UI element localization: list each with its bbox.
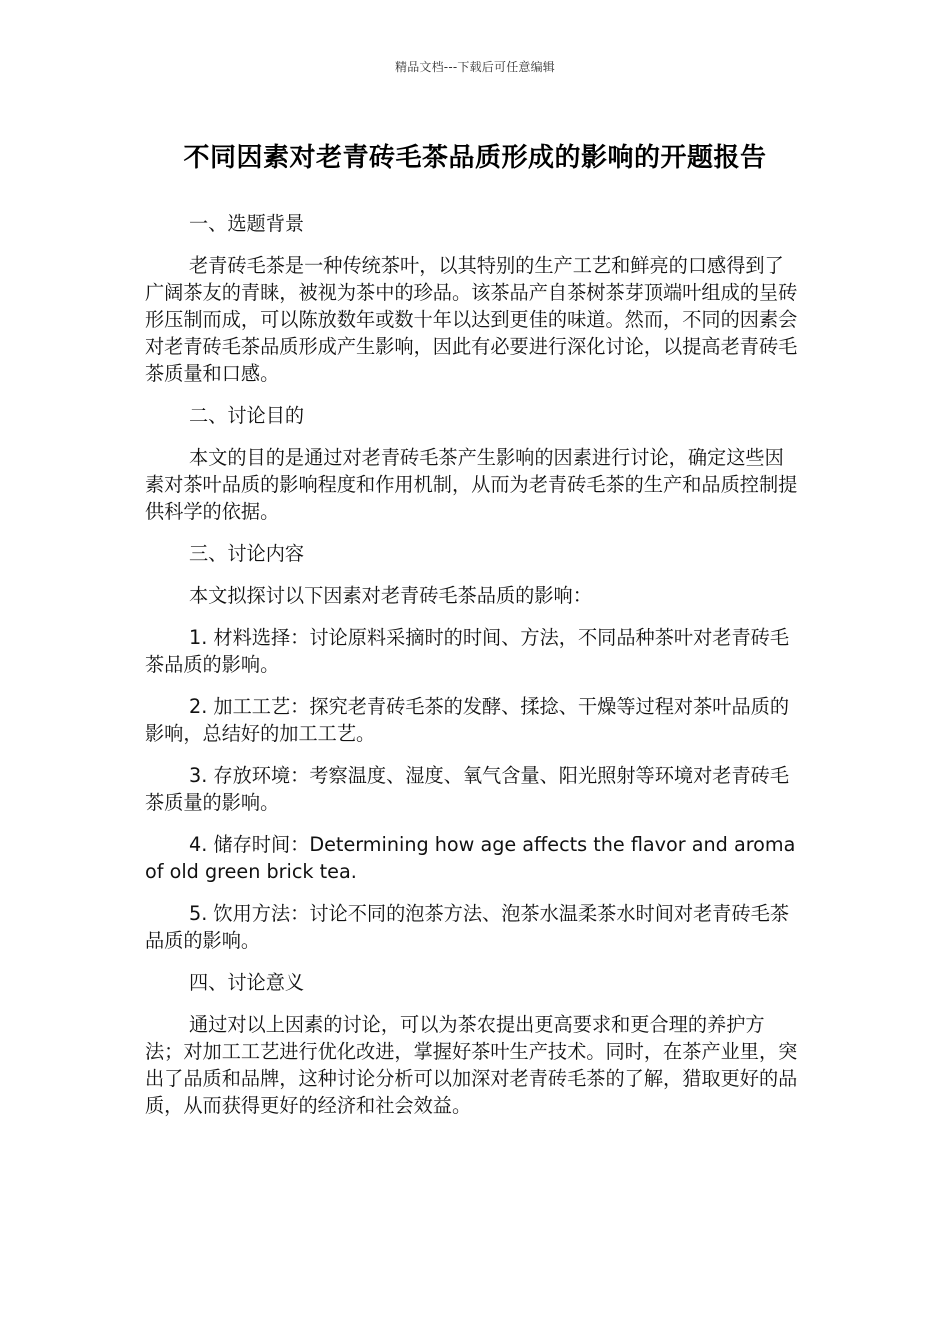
content-item-storage-environment: 3. 存放环境：考察温度、湿度、氧气含量、阳光照射等环境对老青砖毛茶质量的影响。 xyxy=(145,764,790,814)
content-item-storage-time: 4. 储存时间：Determining how age affects the flavor and aroma of old green brick tea. xyxy=(145,833,796,883)
section-heading-background: 一、选题背景 xyxy=(189,212,305,235)
background-paragraph: 老青砖毛茶是一种传统茶叶，以其特别的生产工艺和鲜亮的口感得到了广阔茶友的青睐，被视为茶中的珍品。该茶品产自茶树茶芽顶端叶组成的呈砖形压制而成，可以陈放数年或数十年以达到更佳的味道。然而，不同的因素会对老青砖毛茶品质形成产生影响，因此有必要进行深化讨论，以提高老青砖毛茶质量和口感。 xyxy=(145,254,798,385)
purpose-paragraph: 本文的目的是通过对老青砖毛茶产生影响的因素进行讨论，确定这些因素对茶叶品质的影响程度和作用机制，从而为老青砖毛茶的生产和品质控制提供科学的依据。 xyxy=(145,446,798,523)
content-item-materials: 1. 材料选择：讨论原料采摘时的时间、方法，不同品种茶叶对老青砖毛茶品质的影响。 xyxy=(145,626,790,676)
header-note: 精品文档---下载后可任意编辑 xyxy=(395,60,555,74)
document-body xyxy=(145,210,800,1134)
content-intro: 本文拟探讨以下因素对老青砖毛茶品质的影响： xyxy=(189,584,592,607)
significance-paragraph: 通过对以上因素的讨论，可以为茶农提出更高要求和更合理的养护方法；对加工工艺进行优化改进，掌握好茶叶生产技术。同时，在茶产业里，突出了品质和品牌，这种讨论分析可以加深对老青砖毛茶的了解，猎取更好的品质，从而获得更好的经济和社会效益。 xyxy=(145,1013,798,1117)
section-heading-significance: 四、讨论意义 xyxy=(189,971,305,994)
section-heading-content: 三、讨论内容 xyxy=(189,542,305,565)
content-item-brewing-method: 5. 饮用方法：讨论不同的泡茶方法、泡茶水温柔茶水时间对老青砖毛茶品质的影响。 xyxy=(145,902,790,952)
section-heading-purpose: 二、讨论目的 xyxy=(189,404,305,427)
content-item-processing: 2. 加工工艺：探究老青砖毛茶的发酵、揉捻、干燥等过程对茶叶品质的影响，总结好的加工工艺。 xyxy=(145,695,790,745)
document-title: 不同因素对老青砖毛茶品质形成的影响的开题报告 xyxy=(183,143,767,173)
